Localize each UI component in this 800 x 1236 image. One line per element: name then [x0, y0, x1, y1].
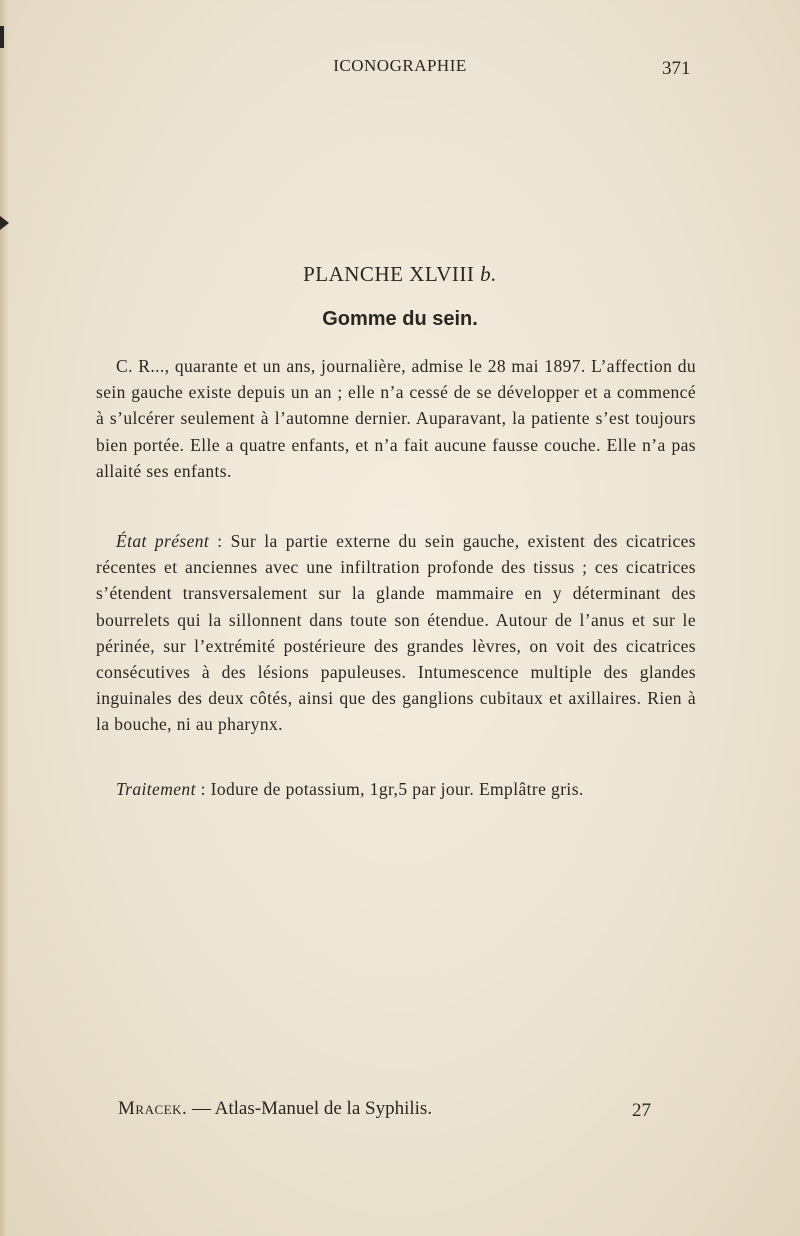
footer-imprint — [118, 1098, 432, 1120]
footer-book-title: Atlas-Manuel de la Syphilis. — [214, 1098, 433, 1119]
binding-mark — [0, 26, 4, 48]
paragraph-history: C. R..., quarante et un ans, journalière, admise le 28 mai 1897. L’affection du sein gauche existe depuis un an ; elle n’a cessé de se développer et a commencé à s’ulcérer seulement à l’automne dernier. Auparavant, la patiente s’est toujours bien portée. Elle a quatre enfants, et n’a fait aucune fausse couche. Elle n’a pas allaité ses enfants. — [96, 356, 696, 481]
treatment-label: Traitement — [116, 779, 196, 799]
plate-title — [0, 262, 800, 287]
footer-author: Mracek. — [118, 1098, 188, 1119]
footer-dash: — — [187, 1098, 215, 1119]
paragraph-current-state — [96, 528, 696, 738]
current-state-text: : Sur la partie externe du sein gauche, existent des cicatrices récentes et anciennes avec une infiltration profonde des tissus ; ces cicatrices s’étendent transversalement sur la glande mammaire en y déterminant des bourrelets qui la sillonnent dans toute son étendue. Autour de l’anus et sur le périnée, sur l’extrémité postérieure des grandes lèvres, on voit des cicatrices consécutives à des lésions papuleuses. Intumescence multiple des glandes inguinales des deux côtés, ainsi que des ganglions cubitaux et axillaires. Rien à la bouche, ni au pharynx. — [96, 531, 697, 735]
margin-arrow-icon — [0, 216, 9, 230]
footer-signature: 27 — [632, 1100, 651, 1121]
treatment-text: : Iodure de potassium, 1gr,5 par jour. Emplâtre gris. — [195, 779, 584, 799]
plate-title-suffix: b. — [480, 262, 497, 286]
paragraph-treatment — [96, 776, 696, 802]
current-state-label: État présent — [116, 531, 210, 551]
page-binding-edge — [0, 0, 8, 1236]
plate-subtitle: Gomme du sein. — [322, 308, 478, 330]
plate-title-text: PLANCHE XLVIII — [303, 262, 475, 286]
running-head: ICONOGRAPHIE — [333, 56, 467, 75]
page-number: 371 — [662, 58, 691, 79]
